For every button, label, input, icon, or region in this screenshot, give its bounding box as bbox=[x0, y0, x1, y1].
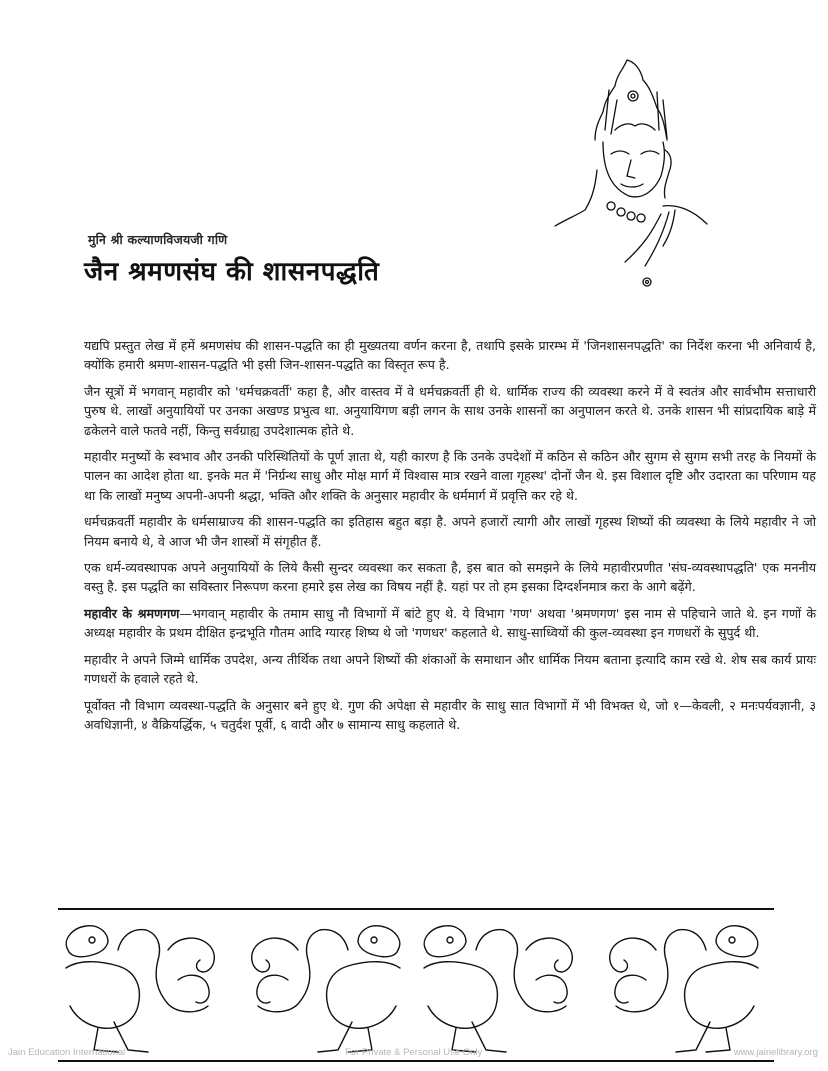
article-body bbox=[84, 336, 816, 741]
paragraph-1 bbox=[84, 336, 816, 375]
paragraph-7 bbox=[84, 650, 816, 689]
paragraph-text: —भगवान् महावीर के तमाम साधु नौ विभागों में बांटे हुए थे. ये विभाग 'गण' अथवा 'श्रमणगण' इस नाम से पहिचाने जाते थे. इन गणों के अध्यक्ष महावीर के प्रथम दीक्षित इन्द्रभूति गौतम आदि ग्यारह शिष्य थे जो 'गणधर' कहलाते थे. साधु-साध्वियों की कुल-व्यवस्था इन गणधरों के सुपुर्द थी. bbox=[84, 605, 816, 641]
paragraph-text: एक धर्म-व्यवस्थापक अपने अनुयायियों के लिये कैसी सुन्दर व्यवस्था कर सकता है, इस बात को समझने के लिये महावीरप्रणीत 'संघ-व्यवस्थापद्धति' एक मननीय वस्तु है. इस पद्धति का सविस्तार निरूपण करना हमारे इस लेख का विषय नहीं है. यहां पर तो हम इसका दिग्दर्शनमात्र करा के आगे बढ़ेंगे. bbox=[84, 560, 816, 595]
paragraph-5 bbox=[84, 558, 816, 597]
paragraph-text: पूर्वोक्त नौ विभाग व्यवस्था-पद्धति के अनुसार बने हुए थे. गुण की अपेक्षा से महावीर के साधु सात विभागों में भी विभक्त थे, जो १—केवली, २ मनःपर्यवज्ञानी, ३ अवधिज्ञानी, ४ वैक्रियर्द्धिक, ५ चतुर्दश पूर्वी, ६ वादी और ७ सामान्य साधु कहलाते थे. bbox=[84, 697, 816, 732]
paragraph-text: महावीर मनुष्यों के स्वभाव और उनकी परिस्थितियों के पूर्ण ज्ञाता थे, यही कारण है कि उनके उपदेशों में कठिन से कठिन और सुगम से सुगम सभी तरह के नियमों के पालन का आदेश होता था. इनके मत में 'निर्ग्रन्थ साधु और मोक्ष मार्ग में विश्वास मात्र रखने वाला गृहस्थ' दोनों जैन थे. इस विशाल दृष्टि और उदारता का परिणाम यह था कि लाखों मनुष्य अपनी-अपनी श्रद्धा, भक्ति और शक्ति के अनुसार महावीर के धर्ममार्ग में प्रवृत्ति कर रहे थे. bbox=[84, 449, 816, 503]
footer-usage-note: For Private & Personal Use Only bbox=[345, 1047, 483, 1058]
section-lead-heading: महावीर के श्रमणगण bbox=[84, 605, 180, 621]
footer-website-link[interactable]: www.jainelibrary.org bbox=[733, 1047, 818, 1058]
paragraph-text: महावीर ने अपने जिम्मे धार्मिक उपदेश, अन्य तीर्थिक तथा अपने शिष्यों की शंकाओं के समाधान और धार्मिक नियम बताना इत्यादि काम रखे थे. शेष सब कार्य प्रायः गणधरों के हवाले रहते थे. bbox=[84, 651, 816, 687]
decorative-border-frieze bbox=[58, 908, 774, 1062]
paragraph-text: यद्यपि प्रस्तुत लेख में हमें श्रमणसंघ की शासन-पद्धति का ही मुख्यतया वर्णन करना है, तथापि इसके प्रारम्भ में 'जिनशासनपद्धति' का निर्देश करना भी अनिवार्य है, क्योंकि हमारी श्रमण-शासन-पद्धति भी इसी जिन-शासन-पद्धति का विस्तृत रूप है. bbox=[84, 338, 816, 373]
author-byline: मुनि श्री कल्याणविजयजी गणि bbox=[88, 232, 228, 247]
paragraph-6 bbox=[84, 604, 816, 643]
paragraph-text: जैन सूत्रों में भगवान् महावीर को 'धर्मचक्रवर्ती' कहा है, और वास्तव में वे धर्मचक्रवर्ती ही थे. धार्मिक राज्य की व्यवस्था करने में वे स्वतंत्र और सार्वभौम सत्ताधारी पुरुष थे. लाखों अनुयायियों पर उनका अखण्ड प्रभुत्व था. अनुयायिगण बड़ी लगन के साथ उनके शासनों का अनुपालन करते थे. उनके शासन भी सांप्रदायिक बाड़े में ढकेलने वाले फतवे नहीं, किन्तु सर्वग्राह्य उपदेशात्मक होते थे. bbox=[84, 383, 816, 438]
footer-publisher: Jain Education International bbox=[8, 1047, 126, 1058]
paragraph-3 bbox=[84, 447, 816, 505]
paragraph-8 bbox=[84, 696, 816, 735]
paragraph-2 bbox=[84, 382, 816, 440]
paragraph-text: धर्मचक्रवर्ती महावीर के धर्मसाम्राज्य की शासन-पद्धति का इतिहास बहुत बड़ा है. अपने हजारों त्यागी और लाखों गृहस्थ शिष्यों की व्यवस्था के लिये महावीर ने जो नियम बनाये थे, वे आज भी जैन शास्त्रों में संगृहीत हैं. bbox=[84, 514, 816, 549]
crowned-figure-illustration-icon bbox=[545, 30, 735, 295]
article-title: जैन श्रमणसंघ की शासनपद्धति bbox=[84, 257, 380, 287]
paragraph-4 bbox=[84, 512, 816, 551]
squirrel-frieze-ornament-icon bbox=[58, 910, 774, 1060]
